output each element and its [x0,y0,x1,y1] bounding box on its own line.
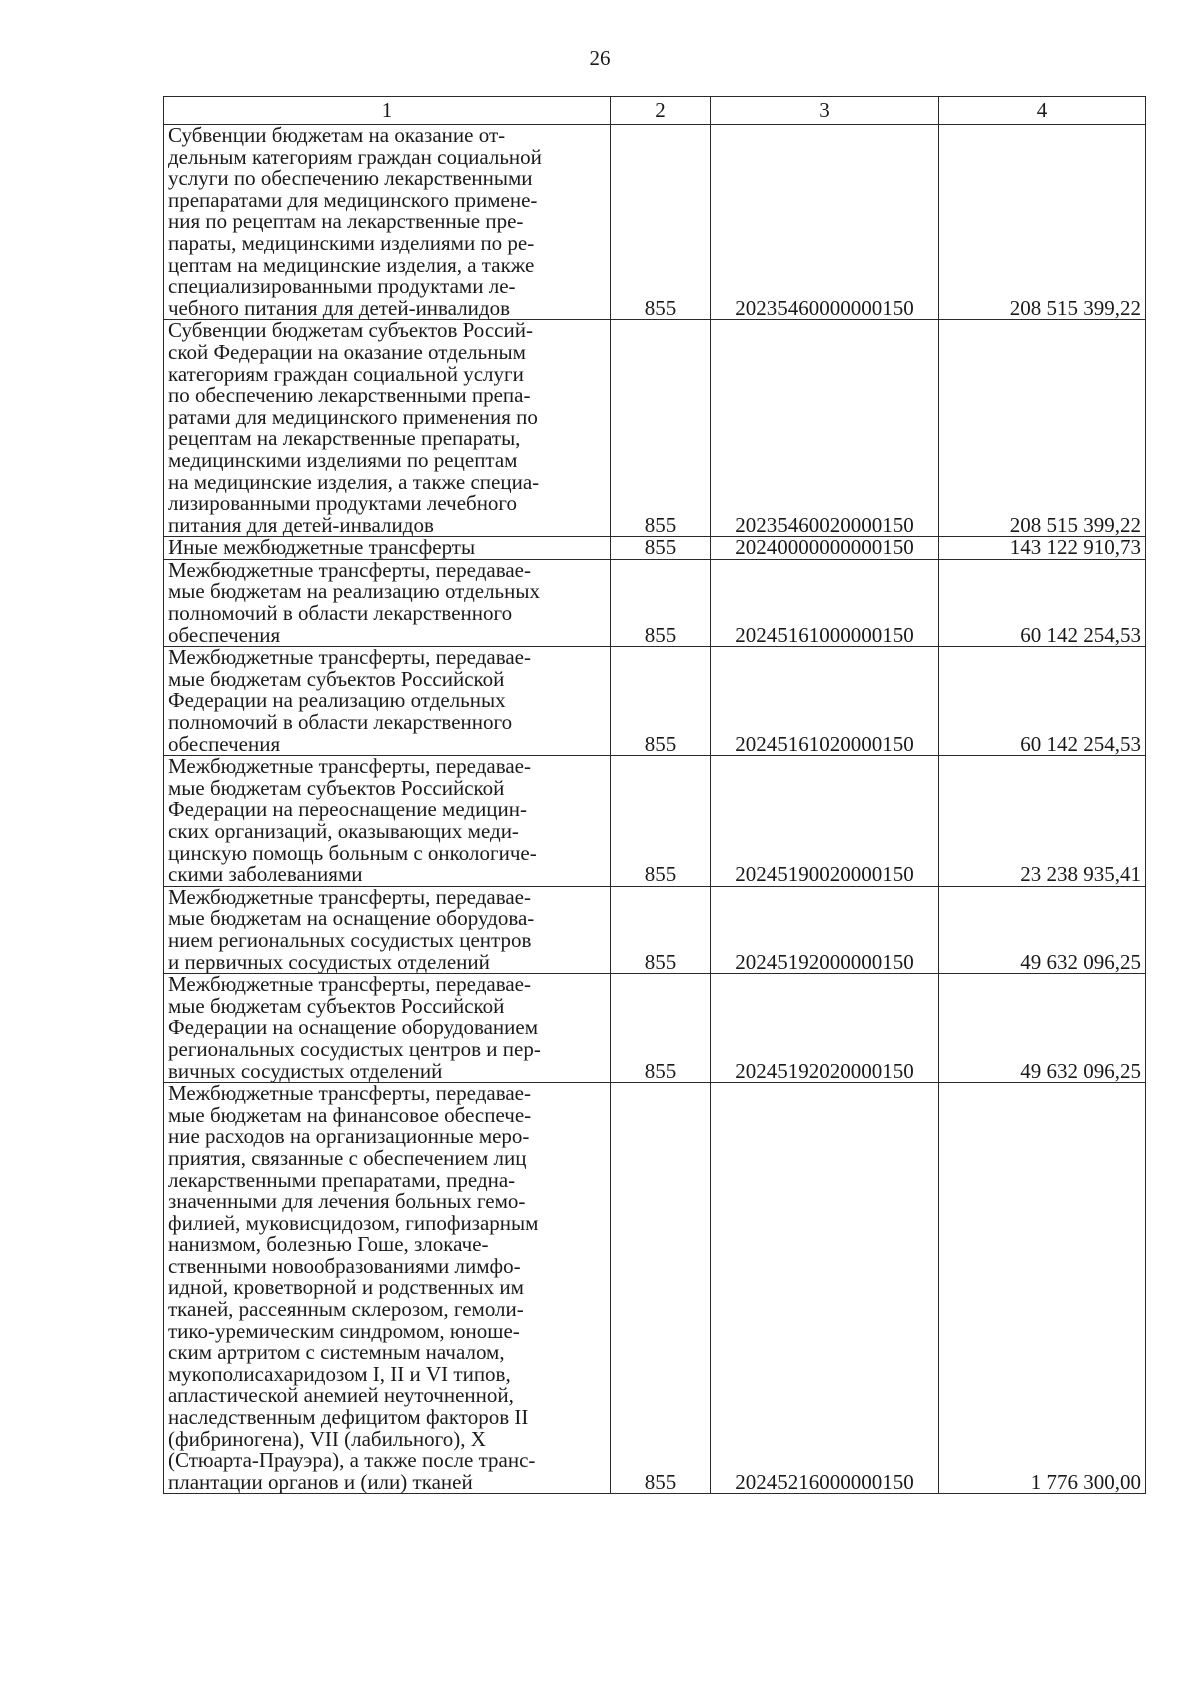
description-line: мые бюджетам на финансовое обеспече- [168,1102,532,1127]
description-line: Межбюджетные трансферты, передавае- [168,559,531,582]
admin-code: 855 [611,320,711,537]
column-header-3: 3 [711,97,939,125]
table-row [164,125,1146,320]
description-line: рецептам на лекарственные препараты, [168,426,521,451]
description-line: ственными новообразованиями лимфо- [168,1253,521,1278]
description-line: мукополисахаридозом I, II и VI типов, [168,1361,511,1386]
description-line: цинскую помощь больным с онкологиче- [168,840,537,865]
row-description [164,320,611,537]
description-line: Федерации на оснащение оборудованием [168,1015,538,1040]
description-line: плантации органов и (или) тканей [168,1469,473,1494]
table-row [164,537,1146,560]
description-line: ским артритом с системным началом, [168,1340,505,1365]
description-line: цептам на медицинские изделия, а также [168,252,535,277]
table-row [164,886,1146,973]
budget-classification-code: 20245216000000150 [711,1083,939,1494]
admin-code: 855 [611,647,711,756]
description-line: апластической анемией неуточненной, [168,1383,514,1408]
budget-classification-code: 20245161000000150 [711,559,939,646]
table-body [164,125,1146,1494]
budget-classification-code: 20245192020000150 [711,974,939,1083]
table-row [164,559,1146,646]
column-header-1: 1 [164,97,611,125]
description-line: тканей, рассеянным склерозом, гемоли- [168,1297,524,1322]
header-row [164,97,1146,125]
row-description [164,886,611,973]
admin-code: 855 [611,537,711,560]
admin-code: 855 [611,886,711,973]
description-line: чебного питания для детей-инвалидов [168,295,511,320]
description-line: тико-уремическим синдромом, юноше- [168,1318,520,1343]
description-line: обеспечения [168,731,281,756]
description-line: ской Федерации на оказание отдельным [168,339,526,364]
column-header-2: 2 [611,97,711,125]
description-line: услуги по обеспечению лекарственными [168,166,533,191]
description-line: вичных сосудистых отделений [168,1058,443,1083]
budget-table [163,96,1146,1494]
amount: 23 238 935,41 [939,756,1146,887]
description-line: идной, кроветворной и родственных им [168,1275,524,1300]
description-line: скими заболеваниями [168,862,363,887]
amount: 208 515 399,22 [939,125,1146,320]
description-line: Межбюджетные трансферты, передавае- [168,886,531,909]
row-description [164,537,611,560]
description-line: параты, медицинскими изделиями по ре- [168,230,535,255]
admin-code: 855 [611,1083,711,1494]
description-line: Межбюджетные трансферты, передавае- [168,755,531,779]
description-line: ских организаций, оказывающих меди- [168,819,519,843]
budget-classification-code: 20235460020000150 [711,320,939,537]
description-line: Субвенции бюджетам субъектов Россий- [168,319,533,343]
description-line: полномочий в области лекарственного [168,710,513,735]
description-line: дельным категориям граждан социальной [168,144,542,169]
budget-classification-code: 20240000000000150 [711,537,939,560]
description-line: Федерации на переоснащение медицин- [168,797,528,822]
table-row [164,1083,1146,1494]
admin-code: 855 [611,756,711,887]
description-line: категориям граждан социальной услуги [168,361,524,386]
description-line: мые бюджетам субъектов Российской [168,993,505,1018]
amount: 60 142 254,53 [939,647,1146,756]
description-line: и первичных сосудистых отделений [168,949,490,974]
description-line: Межбюджетные трансферты, передавае- [168,973,531,997]
admin-code: 855 [611,974,711,1083]
description-line: Федерации на реализацию отдельных [168,688,506,713]
description-line: филией, муковисцидозом, гипофизарным [168,1210,539,1235]
description-line: медицинскими изделиями по рецептам [168,447,518,472]
description-line: Субвенции бюджетам на оказание от- [168,124,506,147]
description-line: (фибриногена), VII (лабильного), X [168,1426,486,1451]
description-line: мые бюджетам субъектов Российской [168,775,505,800]
description-line: Межбюджетные трансферты, передавае- [168,1082,531,1106]
description-line: полномочий в области лекарственного [168,601,513,626]
budget-classification-code: 20245161020000150 [711,647,939,756]
table-row [164,974,1146,1083]
description-line: препаратами для медицинского примене- [168,187,538,212]
admin-code: 855 [611,125,711,320]
description-line: ние расходов на организационные меро- [168,1124,530,1149]
row-description [164,756,611,887]
description-line: на медицинские изделия, а также специа- [168,469,540,494]
description-line: лекарственными препаратами, предна- [168,1167,516,1192]
row-description [164,125,611,320]
description-line: нием региональных сосудистых центров [168,927,532,952]
description-line: питания для детей-инвалидов [168,512,434,537]
budget-classification-code: 20245192000000150 [711,886,939,973]
column-header-4: 4 [939,97,1146,125]
description-line: мые бюджетам субъектов Российской [168,666,505,691]
description-line: (Стюарта-Прауэра), а также после транс- [168,1448,536,1473]
description-line: мые бюджетам на реализацию отдельных [168,579,540,604]
admin-code: 855 [611,559,711,646]
amount: 49 632 096,25 [939,886,1146,973]
row-description [164,559,611,646]
description-line: Иные межбюджетные трансферты [168,536,476,560]
row-description [164,647,611,756]
row-description [164,974,611,1083]
description-line: Межбюджетные трансферты, передавае- [168,646,531,670]
amount: 1 776 300,00 [939,1083,1146,1494]
description-line: специализированными продуктами ле- [168,274,516,299]
description-line: лизированными продуктами лечебного [168,491,518,516]
amount: 143 122 910,73 [939,537,1146,560]
description-line: ния по рецептам на лекарственные пре- [168,209,524,234]
description-line: по обеспечению лекарственными препа- [168,383,531,408]
row-description [164,1083,611,1494]
amount: 208 515 399,22 [939,320,1146,537]
description-line: наследственным дефицитом факторов II [168,1405,529,1430]
table-row [164,647,1146,756]
description-line: мые бюджетам на оснащение оборудова- [168,906,535,931]
table-row [164,756,1146,887]
description-line: ратами для медицинского применения по [168,404,538,429]
budget-classification-code: 20235460000000150 [711,125,939,320]
budget-classification-code: 20245190020000150 [711,756,939,887]
table-row [164,320,1146,537]
amount: 60 142 254,53 [939,559,1146,646]
description-line: значенными для лечения больных гемо- [168,1189,526,1214]
description-line: обеспечения [168,622,281,647]
description-line: региональных сосудистых центров и пер- [168,1036,541,1061]
description-line: нанизмом, болезнью Гоше, злокаче- [168,1232,489,1257]
page-number: 26 [589,46,611,70]
amount: 49 632 096,25 [939,974,1146,1083]
description-line: приятия, связанные с обеспечением лиц [168,1145,527,1170]
